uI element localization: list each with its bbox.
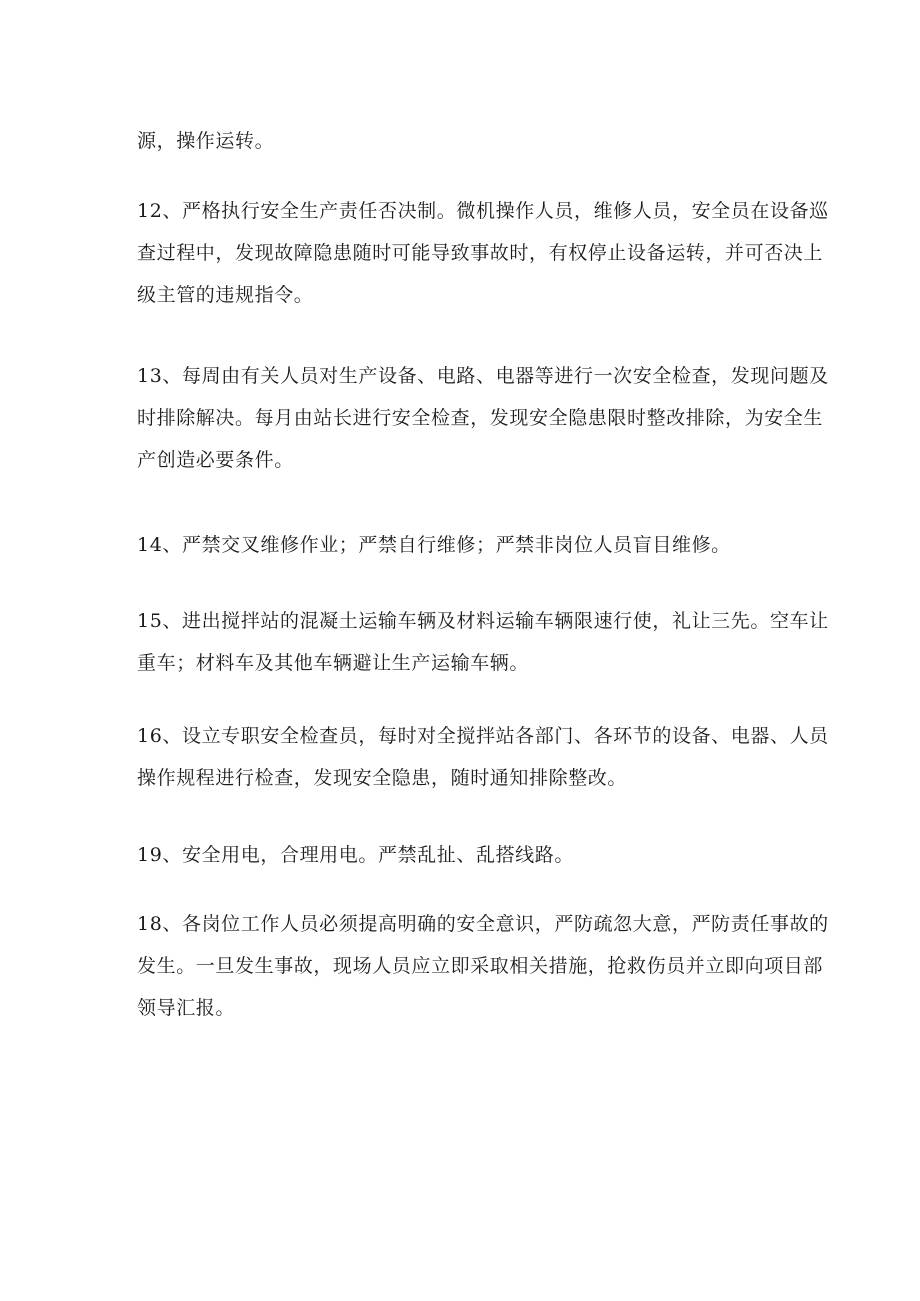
text-line: 14、严禁交叉维修作业；严禁自行维修；严禁非岗位人员盲目维修。 — [137, 534, 731, 556]
text-line: 级主管的违规指令。 — [137, 284, 314, 306]
paragraph-item-19 — [137, 834, 787, 876]
text-line: 产创造必要条件。 — [137, 449, 294, 471]
paragraph-item-15 — [137, 600, 829, 684]
text-line: 15、进出搅拌站的混凝土运输车辆及材料运输车辆限速行使，礼让三先。空车让 — [137, 610, 829, 632]
text-line: 重车；材料车及其他车辆避让生产运输车辆。 — [137, 652, 530, 674]
text-line: 13、每周由有关人员对生产设备、电路、电器等进行一次安全检查，发现问题及 — [137, 365, 829, 387]
text-line: 操作规程进行检查，发现安全隐患，随时通知排除整改。 — [137, 767, 628, 789]
paragraph-item-14 — [137, 524, 787, 566]
text-line: 时排除解决。每月由站长进行安全检查，发现安全隐患限时整改排除，为安全生 — [137, 407, 824, 429]
text-line: 12、严格执行安全生产责任否决制。微机操作人员，维修人员，安全员在设备巡 — [137, 200, 829, 222]
paragraph-item-13 — [137, 355, 829, 481]
text-line: 16、设立专职安全检查员，每时对全搅拌站各部门、各环节的设备、电器、人员 — [137, 725, 829, 747]
paragraph-item-16 — [137, 715, 829, 799]
text-line: 查过程中，发现故障隐患随时可能导致事故时，有权停止设备运转，并可否决上 — [137, 242, 824, 264]
paragraph-continuation — [137, 120, 787, 162]
text-line: 发生。一旦发生事故，现场人员应立即采取相关措施，抢救伤员并立即向项目部 — [137, 955, 824, 977]
paragraph-item-18 — [137, 903, 829, 1029]
paragraph-item-12 — [137, 190, 829, 316]
text-line: 源，操作运转。 — [137, 130, 275, 152]
text-line: 领导汇报。 — [137, 997, 236, 1019]
text-line: 19、安全用电，合理用电。严禁乱扯、乱搭线路。 — [137, 844, 574, 866]
text-line: 18、各岗位工作人员必须提高明确的安全意识，严防疏忽大意，严防责任事故的 — [137, 913, 829, 935]
